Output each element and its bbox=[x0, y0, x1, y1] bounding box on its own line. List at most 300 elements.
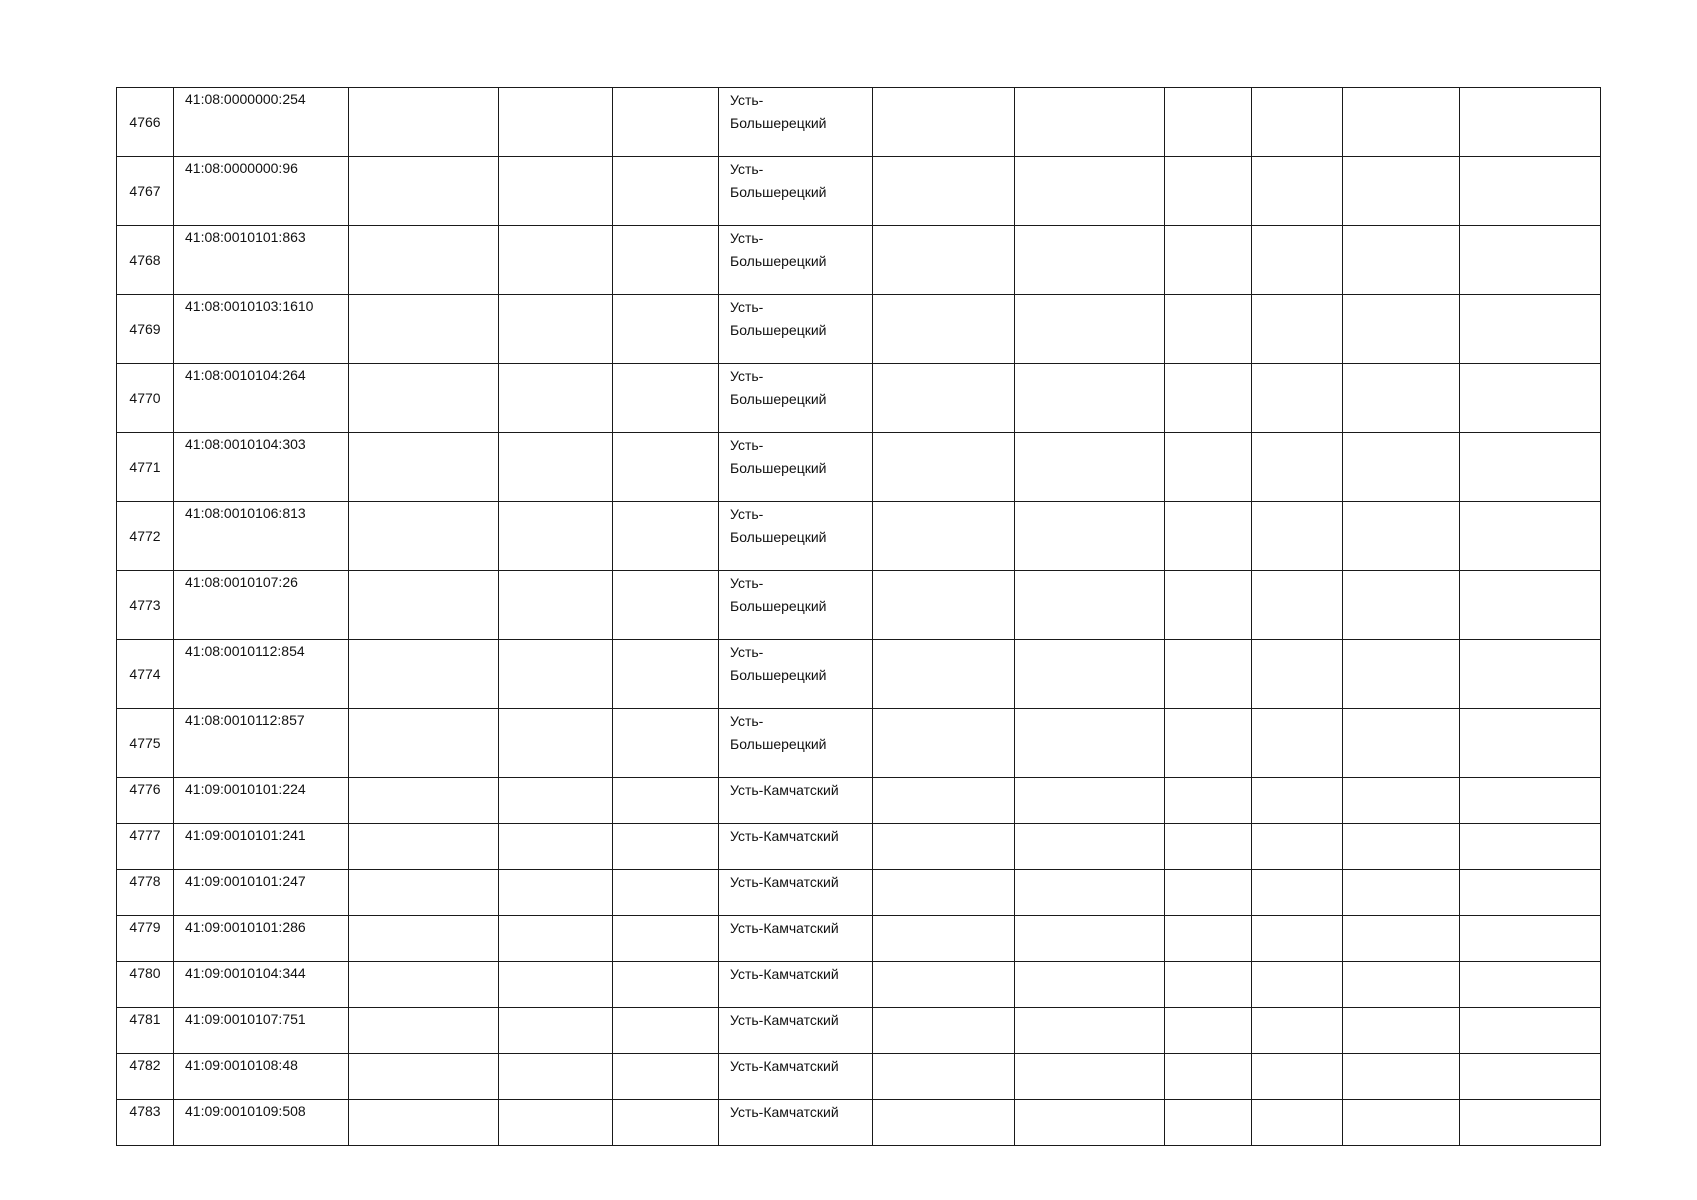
district-cell bbox=[719, 870, 873, 916]
empty-cell bbox=[1460, 709, 1601, 778]
cadastral-number-cell bbox=[174, 571, 349, 640]
empty-cell bbox=[873, 709, 1015, 778]
empty-cell bbox=[1343, 226, 1460, 295]
table-row bbox=[117, 571, 1601, 640]
empty-cell bbox=[1460, 640, 1601, 709]
cadastral-number: 41:09:0010101:224 bbox=[185, 781, 306, 797]
empty-cell bbox=[613, 709, 719, 778]
empty-cell bbox=[499, 226, 613, 295]
row-number: 4780 bbox=[129, 965, 161, 981]
table-row bbox=[117, 433, 1601, 502]
empty-cell bbox=[613, 226, 719, 295]
empty-cell bbox=[873, 226, 1015, 295]
empty-cell bbox=[1165, 916, 1252, 962]
cadastral-number: 41:08:0000000:254 bbox=[185, 91, 306, 107]
empty-cell bbox=[499, 870, 613, 916]
row-number: 4767 bbox=[129, 182, 161, 199]
empty-cell bbox=[349, 916, 499, 962]
empty-cell bbox=[1343, 157, 1460, 226]
district-name-line: Усть- bbox=[730, 713, 764, 729]
empty-cell bbox=[499, 433, 613, 502]
empty-cell bbox=[1252, 364, 1343, 433]
district-cell bbox=[719, 88, 873, 157]
cadastral-number: 41:08:0010106:813 bbox=[185, 505, 306, 521]
cadastral-number-cell bbox=[174, 709, 349, 778]
empty-cell bbox=[1460, 433, 1601, 502]
empty-cell bbox=[1460, 824, 1601, 870]
empty-cell bbox=[499, 778, 613, 824]
district-name-line: Большерецкий bbox=[730, 736, 827, 752]
empty-cell bbox=[1015, 1008, 1165, 1054]
empty-cell bbox=[1252, 502, 1343, 571]
empty-cell bbox=[613, 295, 719, 364]
table-row bbox=[117, 502, 1601, 571]
empty-cell bbox=[613, 1054, 719, 1100]
empty-cell bbox=[499, 824, 613, 870]
district-name-line: Усть-Камчатский bbox=[730, 828, 839, 844]
row-number: 4773 bbox=[129, 596, 161, 613]
empty-cell bbox=[1015, 364, 1165, 433]
empty-cell bbox=[499, 1054, 613, 1100]
cadastral-number-cell bbox=[174, 1100, 349, 1146]
row-number-cell bbox=[117, 640, 174, 709]
district-name-line: Усть- bbox=[730, 575, 764, 591]
empty-cell bbox=[1015, 778, 1165, 824]
empty-cell bbox=[1015, 502, 1165, 571]
cadastral-number-cell bbox=[174, 916, 349, 962]
row-number-cell bbox=[117, 295, 174, 364]
table-row bbox=[117, 364, 1601, 433]
empty-cell bbox=[499, 364, 613, 433]
empty-cell bbox=[1015, 962, 1165, 1008]
district-name-line: Большерецкий bbox=[730, 322, 827, 338]
district-name-line: Большерецкий bbox=[730, 667, 827, 683]
empty-cell bbox=[1252, 295, 1343, 364]
row-number-cell bbox=[117, 778, 174, 824]
district-name-line: Усть- bbox=[730, 506, 764, 522]
row-number-cell bbox=[117, 962, 174, 1008]
empty-cell bbox=[1252, 1100, 1343, 1146]
empty-cell bbox=[349, 502, 499, 571]
empty-cell bbox=[349, 1008, 499, 1054]
empty-cell bbox=[1460, 571, 1601, 640]
empty-cell bbox=[1343, 433, 1460, 502]
district-name-line: Большерецкий bbox=[730, 391, 827, 407]
district-name-line: Большерецкий bbox=[730, 529, 827, 545]
row-number-cell bbox=[117, 571, 174, 640]
district-cell bbox=[719, 1054, 873, 1100]
cadastral-number-cell bbox=[174, 1054, 349, 1100]
empty-cell bbox=[873, 502, 1015, 571]
empty-cell bbox=[873, 571, 1015, 640]
district-cell bbox=[719, 1100, 873, 1146]
district-name-line: Усть-Камчатский bbox=[730, 782, 839, 798]
table-row bbox=[117, 157, 1601, 226]
empty-cell bbox=[873, 870, 1015, 916]
table-row bbox=[117, 295, 1601, 364]
empty-cell bbox=[873, 1100, 1015, 1146]
empty-cell bbox=[613, 870, 719, 916]
empty-cell bbox=[1252, 88, 1343, 157]
empty-cell bbox=[1460, 364, 1601, 433]
empty-cell bbox=[349, 433, 499, 502]
row-number: 4769 bbox=[129, 320, 161, 337]
empty-cell bbox=[349, 824, 499, 870]
empty-cell bbox=[613, 640, 719, 709]
district-cell bbox=[719, 433, 873, 502]
row-number: 4772 bbox=[129, 527, 161, 544]
cadastral-number-cell bbox=[174, 824, 349, 870]
table-row bbox=[117, 916, 1601, 962]
empty-cell bbox=[1343, 640, 1460, 709]
empty-cell bbox=[1460, 226, 1601, 295]
empty-cell bbox=[1460, 502, 1601, 571]
empty-cell bbox=[613, 778, 719, 824]
cadastral-number-cell bbox=[174, 778, 349, 824]
district-cell bbox=[719, 571, 873, 640]
table-body bbox=[117, 88, 1601, 1146]
empty-cell bbox=[1252, 962, 1343, 1008]
row-number-cell bbox=[117, 502, 174, 571]
table-row bbox=[117, 1008, 1601, 1054]
empty-cell bbox=[1165, 640, 1252, 709]
empty-cell bbox=[1165, 88, 1252, 157]
row-number: 4775 bbox=[129, 734, 161, 751]
empty-cell bbox=[1460, 870, 1601, 916]
empty-cell bbox=[1165, 571, 1252, 640]
empty-cell bbox=[1343, 88, 1460, 157]
row-number-cell bbox=[117, 364, 174, 433]
district-cell bbox=[719, 502, 873, 571]
district-name-line: Большерецкий bbox=[730, 253, 827, 269]
row-number-cell bbox=[117, 916, 174, 962]
district-name-line: Усть-Камчатский bbox=[730, 1058, 839, 1074]
table-row bbox=[117, 226, 1601, 295]
empty-cell bbox=[613, 88, 719, 157]
row-number: 4776 bbox=[129, 781, 161, 797]
empty-cell bbox=[349, 778, 499, 824]
district-name-line: Большерецкий bbox=[730, 460, 827, 476]
empty-cell bbox=[349, 364, 499, 433]
empty-cell bbox=[349, 870, 499, 916]
cadastral-number: 41:09:0010104:344 bbox=[185, 965, 306, 981]
empty-cell bbox=[1165, 778, 1252, 824]
empty-cell bbox=[1165, 364, 1252, 433]
empty-cell bbox=[499, 157, 613, 226]
cadastral-number-cell bbox=[174, 364, 349, 433]
district-cell bbox=[719, 778, 873, 824]
empty-cell bbox=[1460, 1100, 1601, 1146]
table-row bbox=[117, 778, 1601, 824]
row-number-cell bbox=[117, 88, 174, 157]
row-number: 4770 bbox=[129, 389, 161, 406]
empty-cell bbox=[1460, 88, 1601, 157]
cadastral-number: 41:08:0010101:863 bbox=[185, 229, 306, 245]
empty-cell bbox=[1015, 870, 1165, 916]
empty-cell bbox=[499, 295, 613, 364]
empty-cell bbox=[613, 1100, 719, 1146]
empty-cell bbox=[1165, 433, 1252, 502]
district-name-line: Усть-Камчатский bbox=[730, 1104, 839, 1120]
empty-cell bbox=[1015, 824, 1165, 870]
empty-cell bbox=[499, 1100, 613, 1146]
empty-cell bbox=[1460, 295, 1601, 364]
empty-cell bbox=[873, 1008, 1015, 1054]
table-row bbox=[117, 962, 1601, 1008]
empty-cell bbox=[613, 364, 719, 433]
cadastral-number-cell bbox=[174, 295, 349, 364]
district-cell bbox=[719, 916, 873, 962]
empty-cell bbox=[499, 916, 613, 962]
empty-cell bbox=[1343, 502, 1460, 571]
empty-cell bbox=[1252, 226, 1343, 295]
empty-cell bbox=[1343, 962, 1460, 1008]
empty-cell bbox=[873, 640, 1015, 709]
table-row bbox=[117, 709, 1601, 778]
district-name-line: Усть- bbox=[730, 92, 764, 108]
empty-cell bbox=[1252, 916, 1343, 962]
row-number: 4778 bbox=[129, 873, 161, 889]
row-number: 4783 bbox=[129, 1103, 161, 1119]
empty-cell bbox=[1460, 916, 1601, 962]
table-row bbox=[117, 824, 1601, 870]
empty-cell bbox=[873, 962, 1015, 1008]
empty-cell bbox=[1460, 778, 1601, 824]
cadastral-number: 41:08:0000000:96 bbox=[185, 160, 298, 176]
cadastral-number-cell bbox=[174, 433, 349, 502]
district-cell bbox=[719, 640, 873, 709]
table-row bbox=[117, 870, 1601, 916]
empty-cell bbox=[349, 640, 499, 709]
cadastral-register-table bbox=[116, 87, 1601, 1146]
empty-cell bbox=[1015, 640, 1165, 709]
cadastral-number: 41:09:0010101:241 bbox=[185, 827, 306, 843]
empty-cell bbox=[1165, 824, 1252, 870]
empty-cell bbox=[873, 916, 1015, 962]
cadastral-number-cell bbox=[174, 226, 349, 295]
row-number-cell bbox=[117, 1008, 174, 1054]
empty-cell bbox=[1015, 433, 1165, 502]
empty-cell bbox=[349, 1100, 499, 1146]
empty-cell bbox=[1343, 1100, 1460, 1146]
district-name-line: Усть- bbox=[730, 644, 764, 660]
district-name-line: Усть-Камчатский bbox=[730, 920, 839, 936]
table-row bbox=[117, 1100, 1601, 1146]
district-name-line: Усть-Камчатский bbox=[730, 966, 839, 982]
empty-cell bbox=[1252, 1008, 1343, 1054]
empty-cell bbox=[1165, 870, 1252, 916]
empty-cell bbox=[613, 502, 719, 571]
empty-cell bbox=[873, 1054, 1015, 1100]
empty-cell bbox=[499, 1008, 613, 1054]
row-number-cell bbox=[117, 433, 174, 502]
district-cell bbox=[719, 709, 873, 778]
cadastral-number-cell bbox=[174, 502, 349, 571]
district-name-line: Большерецкий bbox=[730, 184, 827, 200]
empty-cell bbox=[499, 962, 613, 1008]
cadastral-number-cell bbox=[174, 870, 349, 916]
cadastral-number: 41:08:0010112:854 bbox=[185, 643, 305, 659]
empty-cell bbox=[873, 88, 1015, 157]
empty-cell bbox=[873, 433, 1015, 502]
empty-cell bbox=[499, 571, 613, 640]
empty-cell bbox=[1165, 1100, 1252, 1146]
cadastral-number-cell bbox=[174, 640, 349, 709]
empty-cell bbox=[1252, 571, 1343, 640]
district-name-line: Усть-Камчатский bbox=[730, 1012, 839, 1028]
district-cell bbox=[719, 1008, 873, 1054]
district-name-line: Большерецкий bbox=[730, 598, 827, 614]
empty-cell bbox=[1165, 295, 1252, 364]
cadastral-number: 41:08:0010103:1610 bbox=[185, 298, 314, 314]
empty-cell bbox=[499, 709, 613, 778]
cadastral-number: 41:08:0010104:264 bbox=[185, 367, 306, 383]
district-cell bbox=[719, 364, 873, 433]
district-cell bbox=[719, 295, 873, 364]
empty-cell bbox=[1343, 1008, 1460, 1054]
empty-cell bbox=[349, 571, 499, 640]
empty-cell bbox=[1343, 709, 1460, 778]
row-number: 4768 bbox=[129, 251, 161, 268]
empty-cell bbox=[1165, 962, 1252, 1008]
empty-cell bbox=[349, 226, 499, 295]
row-number-cell bbox=[117, 1054, 174, 1100]
empty-cell bbox=[1343, 916, 1460, 962]
district-name-line: Усть- bbox=[730, 437, 764, 453]
district-cell bbox=[719, 824, 873, 870]
cadastral-number-cell bbox=[174, 88, 349, 157]
cadastral-number: 41:09:0010109:508 bbox=[185, 1103, 306, 1119]
row-number-cell bbox=[117, 870, 174, 916]
row-number: 4782 bbox=[129, 1057, 161, 1073]
empty-cell bbox=[1165, 157, 1252, 226]
row-number-cell bbox=[117, 1100, 174, 1146]
empty-cell bbox=[1252, 1054, 1343, 1100]
empty-cell bbox=[613, 433, 719, 502]
empty-cell bbox=[1165, 709, 1252, 778]
empty-cell bbox=[499, 502, 613, 571]
empty-cell bbox=[1165, 1054, 1252, 1100]
empty-cell bbox=[1015, 295, 1165, 364]
empty-cell bbox=[1015, 916, 1165, 962]
empty-cell bbox=[1015, 157, 1165, 226]
table-row bbox=[117, 88, 1601, 157]
cadastral-number: 41:09:0010108:48 bbox=[185, 1057, 298, 1073]
empty-cell bbox=[1252, 157, 1343, 226]
empty-cell bbox=[613, 571, 719, 640]
empty-cell bbox=[1252, 709, 1343, 778]
empty-cell bbox=[873, 824, 1015, 870]
empty-cell bbox=[1460, 962, 1601, 1008]
cadastral-number: 41:08:0010107:26 bbox=[185, 574, 298, 590]
district-name-line: Усть- bbox=[730, 299, 764, 315]
row-number-cell bbox=[117, 709, 174, 778]
row-number-cell bbox=[117, 157, 174, 226]
empty-cell bbox=[349, 1054, 499, 1100]
empty-cell bbox=[613, 157, 719, 226]
empty-cell bbox=[1252, 870, 1343, 916]
cadastral-number: 41:08:0010112:857 bbox=[185, 712, 305, 728]
district-name-line: Усть- bbox=[730, 368, 764, 384]
empty-cell bbox=[1015, 226, 1165, 295]
district-cell bbox=[719, 226, 873, 295]
table-row bbox=[117, 1054, 1601, 1100]
empty-cell bbox=[1015, 1054, 1165, 1100]
cadastral-number-cell bbox=[174, 962, 349, 1008]
district-name-line: Усть- bbox=[730, 161, 764, 177]
empty-cell bbox=[1252, 433, 1343, 502]
district-name-line: Усть-Камчатский bbox=[730, 874, 839, 890]
empty-cell bbox=[1343, 364, 1460, 433]
empty-cell bbox=[613, 1008, 719, 1054]
row-number: 4781 bbox=[129, 1011, 161, 1027]
district-cell bbox=[719, 962, 873, 1008]
row-number-cell bbox=[117, 824, 174, 870]
empty-cell bbox=[873, 778, 1015, 824]
empty-cell bbox=[1343, 1054, 1460, 1100]
row-number-cell bbox=[117, 226, 174, 295]
empty-cell bbox=[349, 962, 499, 1008]
cadastral-number: 41:09:0010101:286 bbox=[185, 919, 306, 935]
empty-cell bbox=[1015, 571, 1165, 640]
empty-cell bbox=[873, 157, 1015, 226]
empty-cell bbox=[349, 157, 499, 226]
row-number: 4771 bbox=[129, 458, 161, 475]
empty-cell bbox=[1165, 502, 1252, 571]
empty-cell bbox=[499, 640, 613, 709]
cadastral-number-cell bbox=[174, 157, 349, 226]
empty-cell bbox=[349, 709, 499, 778]
empty-cell bbox=[613, 824, 719, 870]
empty-cell bbox=[1252, 640, 1343, 709]
table-row bbox=[117, 640, 1601, 709]
empty-cell bbox=[873, 295, 1015, 364]
empty-cell bbox=[1343, 824, 1460, 870]
cadastral-number: 41:09:0010101:247 bbox=[185, 873, 306, 889]
empty-cell bbox=[1165, 226, 1252, 295]
empty-cell bbox=[349, 88, 499, 157]
empty-cell bbox=[1015, 709, 1165, 778]
district-cell bbox=[719, 157, 873, 226]
empty-cell bbox=[1460, 1054, 1601, 1100]
empty-cell bbox=[1460, 1008, 1601, 1054]
empty-cell bbox=[1460, 157, 1601, 226]
empty-cell bbox=[1343, 778, 1460, 824]
empty-cell bbox=[1252, 824, 1343, 870]
empty-cell bbox=[1015, 88, 1165, 157]
row-number: 4766 bbox=[129, 113, 161, 130]
district-name-line: Усть- bbox=[730, 230, 764, 246]
empty-cell bbox=[1343, 571, 1460, 640]
row-number: 4779 bbox=[129, 919, 161, 935]
empty-cell bbox=[499, 88, 613, 157]
empty-cell bbox=[1165, 1008, 1252, 1054]
empty-cell bbox=[613, 916, 719, 962]
row-number: 4774 bbox=[129, 665, 161, 682]
empty-cell bbox=[1252, 778, 1343, 824]
empty-cell bbox=[1343, 870, 1460, 916]
empty-cell bbox=[1015, 1100, 1165, 1146]
district-name-line: Большерецкий bbox=[730, 115, 827, 131]
cadastral-number: 41:09:0010107:751 bbox=[185, 1011, 306, 1027]
empty-cell bbox=[613, 962, 719, 1008]
empty-cell bbox=[1343, 295, 1460, 364]
row-number: 4777 bbox=[129, 827, 161, 843]
empty-cell bbox=[873, 364, 1015, 433]
empty-cell bbox=[349, 295, 499, 364]
cadastral-number-cell bbox=[174, 1008, 349, 1054]
cadastral-number: 41:08:0010104:303 bbox=[185, 436, 306, 452]
